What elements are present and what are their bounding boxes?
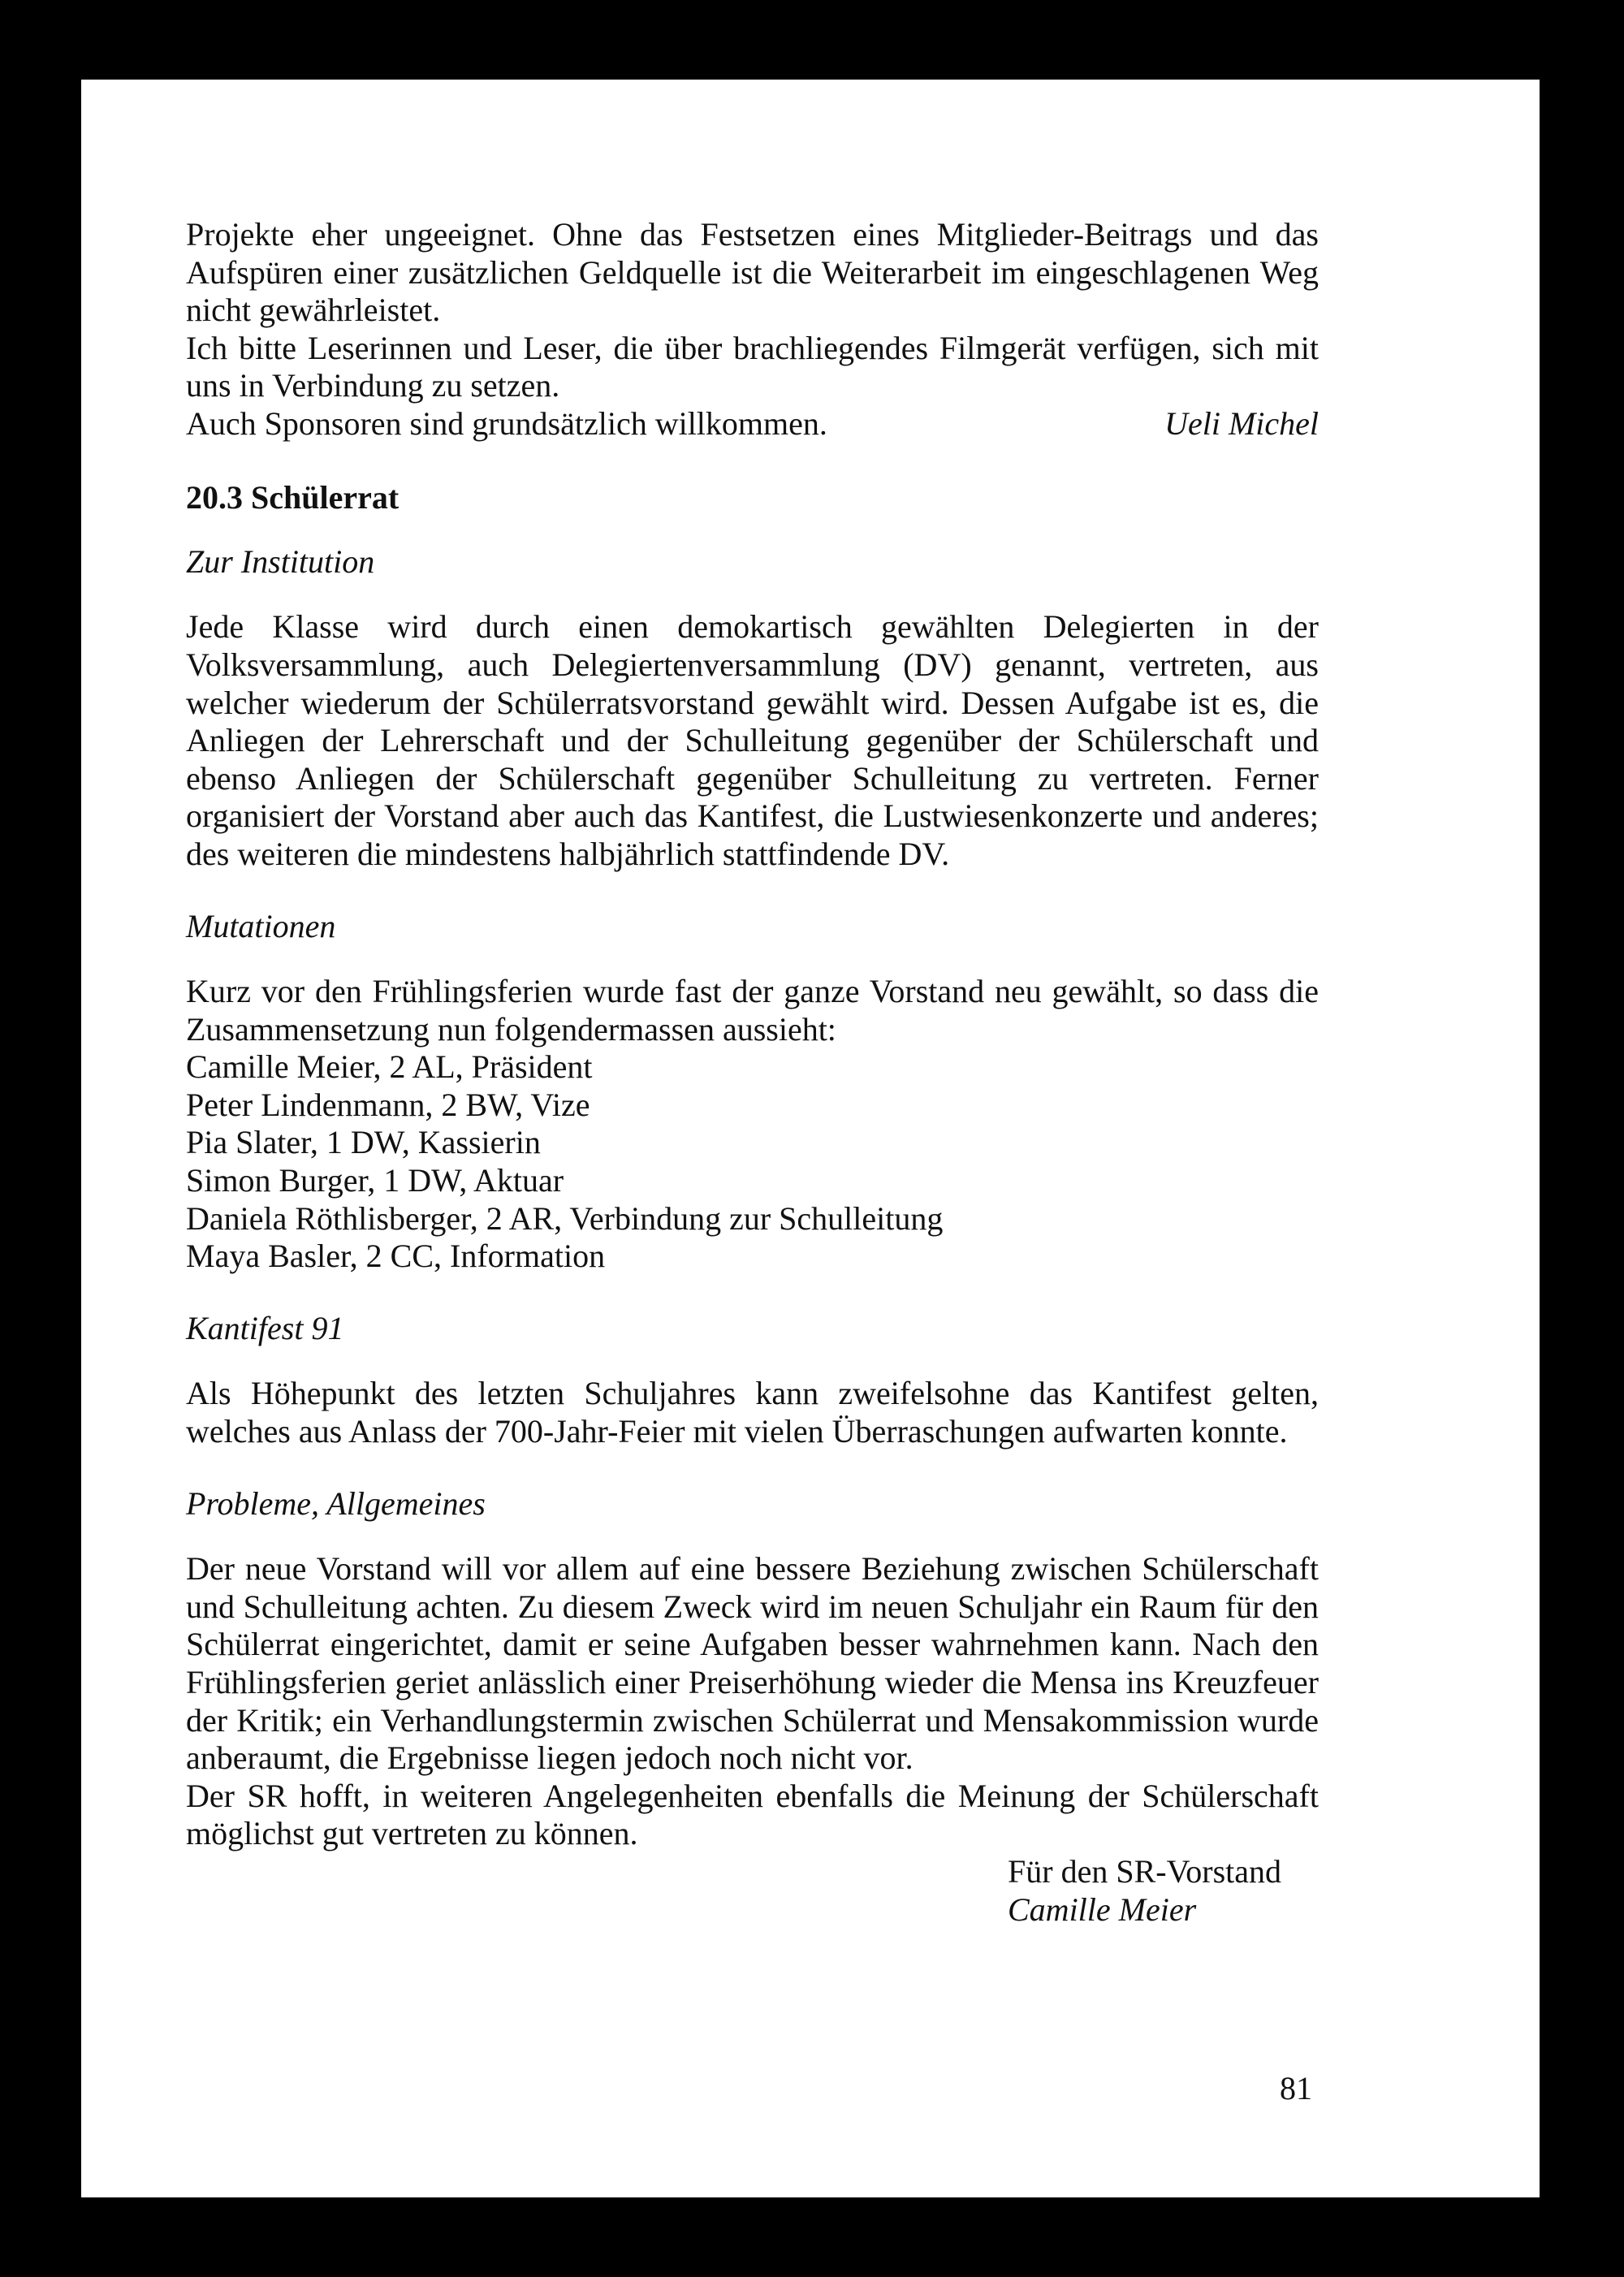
- subheading-kantifest: Kantifest 91: [186, 1309, 344, 1346]
- intro-paragraph-2: Ich bitte Leserinnen und Leser, die über brachliegendes Filmgerät verfügen, sich mit uns in Verbindung zu setzen.: [186, 329, 1319, 404]
- author-signature: Ueli Michel: [1164, 404, 1319, 442]
- subheading-probleme: Probleme, Allgemeines: [186, 1484, 486, 1522]
- list-item: Camille Meier, 2 AL, Präsident: [186, 1048, 593, 1086]
- member-list: [186, 1048, 1319, 1276]
- subheading-institution: Zur Institution: [186, 542, 375, 580]
- list-item: Maya Basler, 2 CC, Information: [186, 1238, 606, 1275]
- document-page: [81, 80, 1540, 2197]
- institution-paragraph: Jede Klasse wird durch einen demokartisch gewählten Delegierten in der Volksversammlung, auch Delegiertenversammlung (DV) genannt, vertreten, aus welcher wiederum der Schülerratsvorstand gewählt wird. Dessen Aufgabe ist es, die Anliegen der Lehrerschaft und der Schulleitung gegenüber der Schülerschaft und ebenso Anliegen der Schülerschaft gegenüber Schulleitung zu vertreten. Ferner organisiert der Vorstand aber auch das Kantifest, die Lustwiesenkonzerte und anderes; des weiteren die mindestens halbjährlich stattfindende DV.: [186, 608, 1319, 872]
- kantifest-paragraph: Als Höhepunkt des letzten Schuljahres kann zweifelsohne das Kantifest gelten, welches aus Anlass der 700-Jahr-Feier mit vielen Überraschungen aufwarten konnte.: [186, 1375, 1319, 1450]
- closing-signature: [1008, 1853, 1319, 1929]
- page-content: [186, 216, 1319, 1929]
- intro-paragraph-1: Projekte eher ungeeignet. Ohne das Festsetzen eines Mitglieder-Beitrags und das Aufspüren einer zusätzlichen Geldquelle ist die Weiterarbeit im eingeschlagenen Weg nicht gewährleistet.: [186, 216, 1319, 329]
- intro-paragraph-3: Auch Sponsoren sind grundsätzlich willkommen.: [186, 404, 827, 442]
- intro-signature-row: [186, 405, 1319, 443]
- section-heading: 20.3 Schülerrat: [186, 478, 400, 516]
- mutationen-paragraph: Kurz vor den Frühlingsferien wurde fast der ganze Vorstand neu gewählt, so dass die Zusammensetzung nun folgendermassen aussieht:: [186, 973, 1319, 1048]
- subheading-mutationen: Mutationen: [186, 907, 336, 944]
- list-item: Pia Slater, 1 DW, Kassierin: [186, 1124, 541, 1161]
- probleme-paragraph-2: Der SR hofft, in weiteren Angelegenheiten ebenfalls die Meinung der Schülerschaft möglichst gut vertreten zu können.: [186, 1777, 1319, 1852]
- list-item: Daniela Röthlisberger, 2 AR, Verbindung zur Schulleitung: [186, 1199, 944, 1237]
- list-item: Simon Burger, 1 DW, Aktuar: [186, 1162, 564, 1199]
- page-number: 81: [1280, 2070, 1312, 2106]
- probleme-paragraph-1: Der neue Vorstand will vor allem auf eine bessere Beziehung zwischen Schülerschaft und Schulleitung achten. Zu diesem Zweck wird im neuen Schuljahr ein Raum für den Schülerrat eingerichtet, damit er seine Aufgaben besser wahrnehmen kann. Nach den Frühlingsferien geriet anlässlich einer Preiserhöhung wieder die Mensa ins Kreuzfeuer der Kritik; ein Verhandlungstermin zwischen Schülerrat und Mensakommission wurde anberaumt, die Ergebnisse liegen jedoch noch nicht vor.: [186, 1550, 1319, 1777]
- list-item: Peter Lindenmann, 2 BW, Vize: [186, 1086, 590, 1123]
- closing-name: Camille Meier: [1008, 1890, 1197, 1928]
- closing-line: Für den SR-Vorstand: [1008, 1852, 1282, 1890]
